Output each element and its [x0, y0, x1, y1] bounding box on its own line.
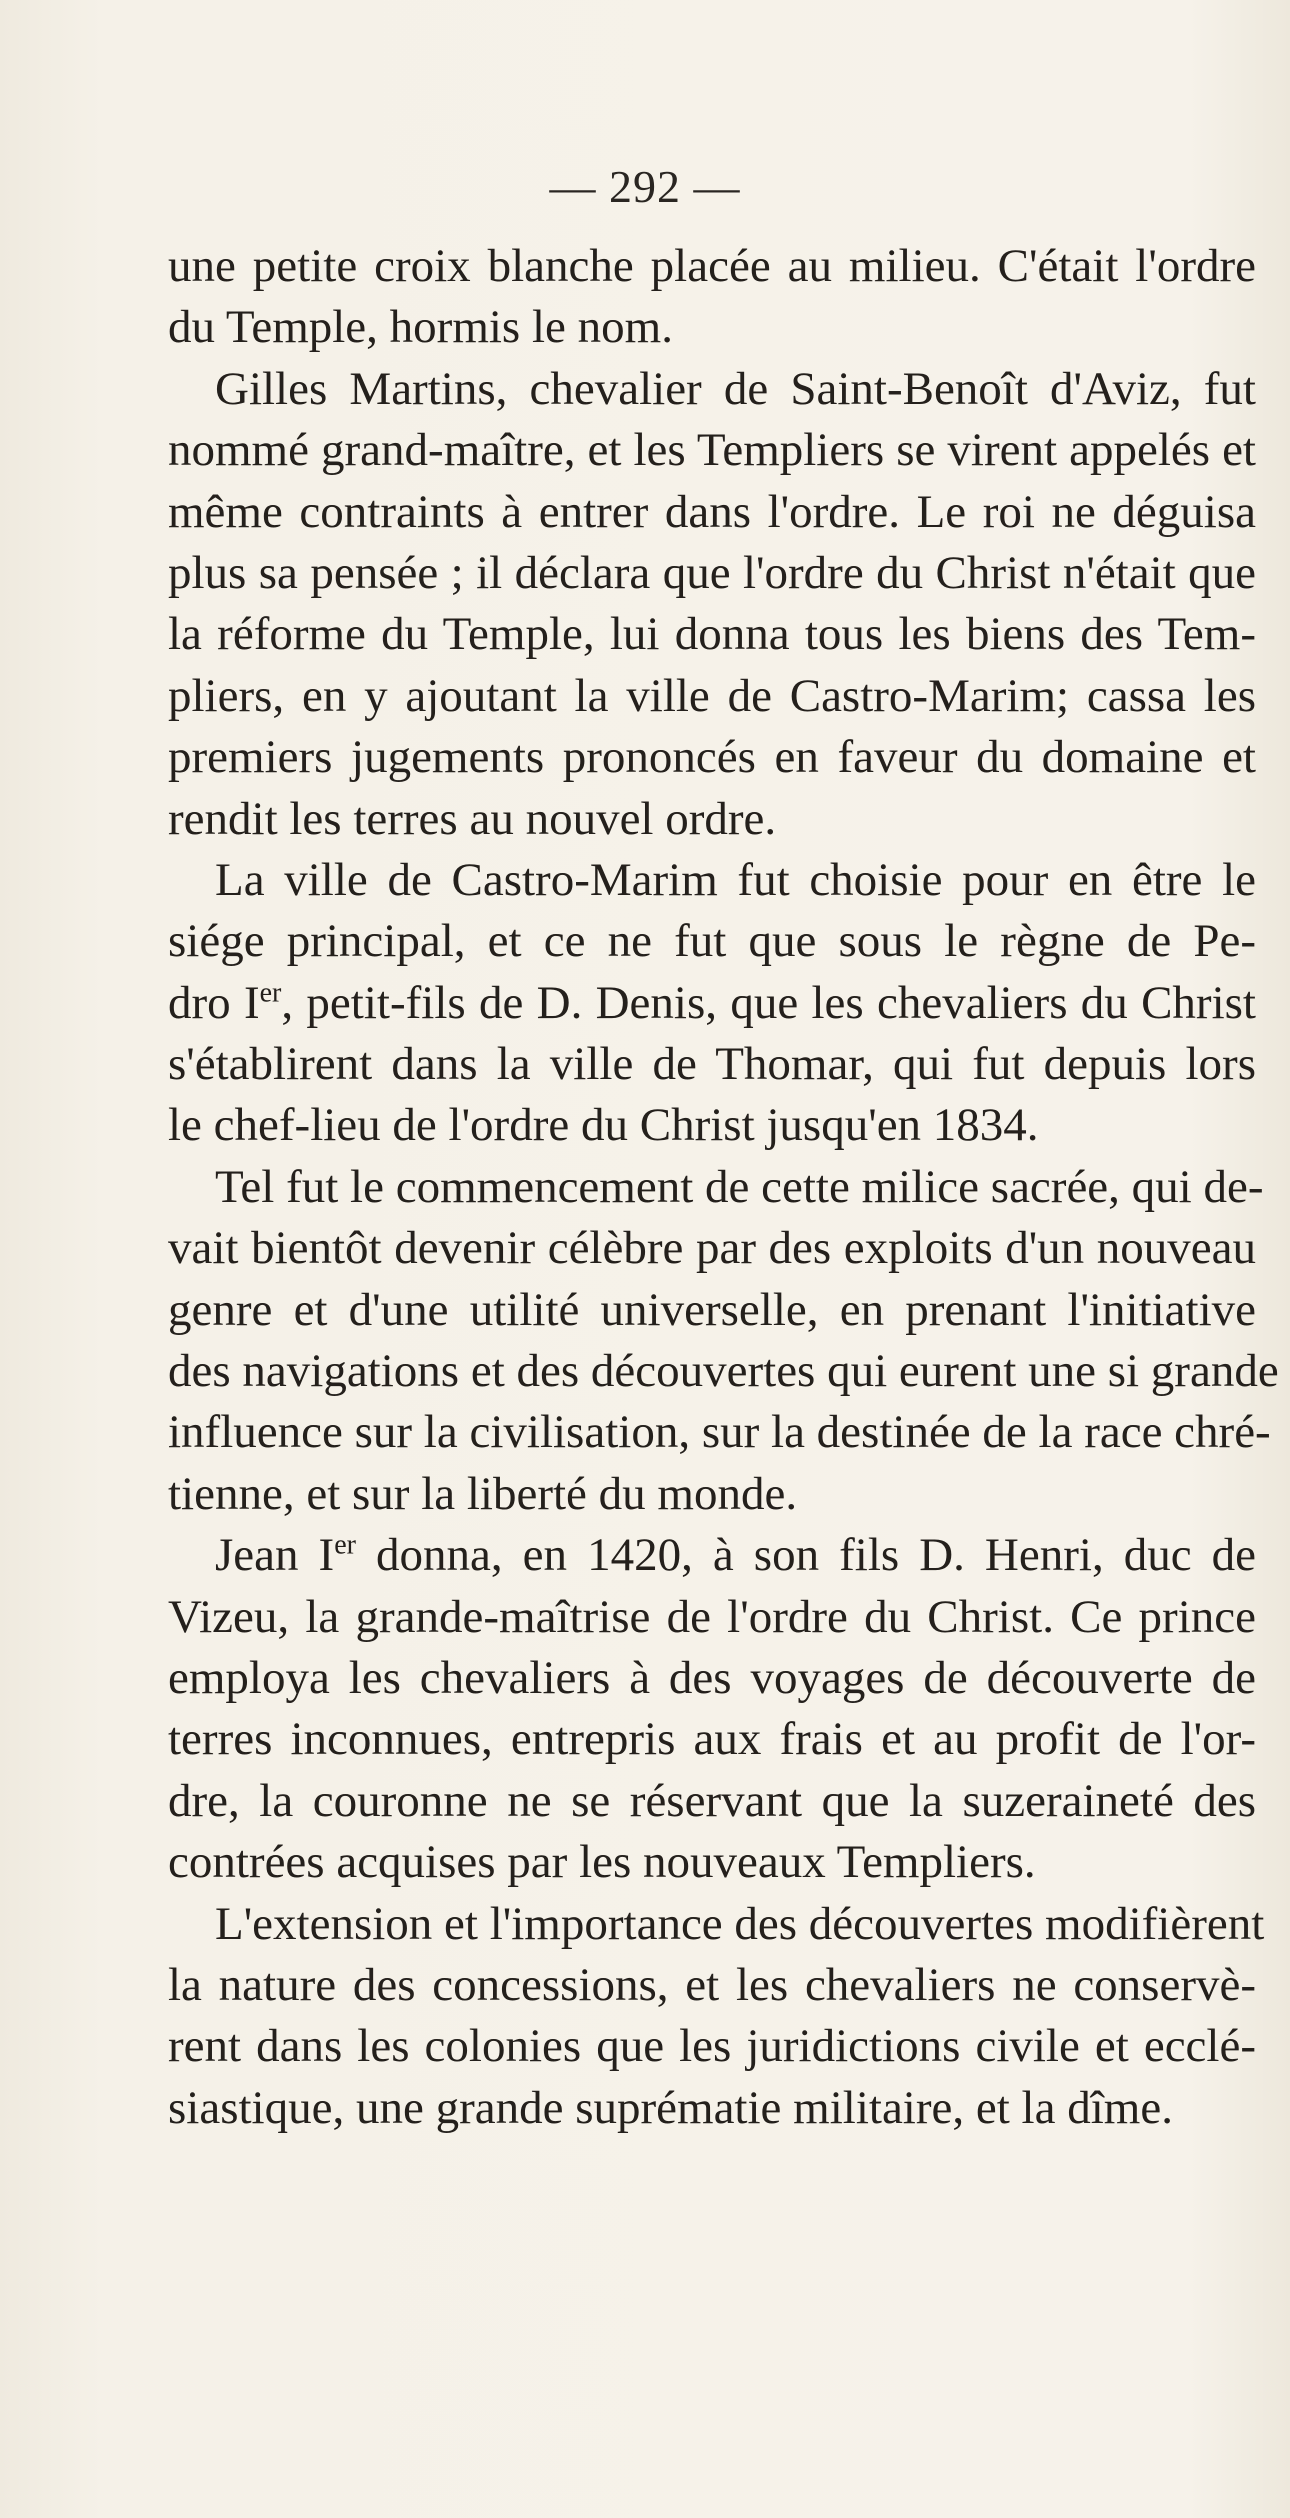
- text-line: nommé grand-maître, et les Templiers se virent appelés et: [168, 424, 1256, 477]
- text-line: Gilles Martins, chevalier de Saint-Benoît d'Aviz, fut: [215, 362, 1256, 415]
- text-line: tienne, et sur la liberté du monde.: [168, 1467, 798, 1520]
- text-line: plus sa pensée ; il déclara que l'ordre du Christ n'était que: [168, 546, 1256, 599]
- text-line: la nature des concessions, et les chevaliers ne conservè-: [168, 1958, 1256, 2011]
- text-line: L'extension et l'importance des découvertes modifièrent: [215, 1897, 1265, 1950]
- text-segment: Jean I: [215, 1529, 335, 1582]
- text-line: s'établirent dans la ville de Thomar, qui fut depuis lors: [168, 1038, 1256, 1091]
- text-line: genre et d'une utilité universelle, en prenant l'initiative: [168, 1283, 1256, 1336]
- text-line: La ville de Castro-Marim fut choisie pour en être le: [215, 853, 1256, 906]
- text-line: employa les chevaliers à des voyages de découverte de: [168, 1651, 1256, 1704]
- text-line: siastique, une grande suprématie militaire, et la dîme.: [168, 2081, 1173, 2134]
- body-text: [168, 236, 1279, 2139]
- text-line: Tel fut le commencement de cette milice sacrée, qui de-: [215, 1160, 1264, 1213]
- text-segment: dro I: [168, 976, 260, 1029]
- text-line: contrées acquises par les nouveaux Templiers.: [168, 1836, 1036, 1889]
- text-segment: donna, en 1420, à son fils D. Henri, duc de: [355, 1529, 1257, 1582]
- text-line: dre, la couronne ne se réservant que la suzeraineté des: [168, 1774, 1256, 1827]
- text-segment: , petit-fils de D. Denis, que les chevaliers du Christ: [281, 976, 1256, 1029]
- text-line: pliers, en y ajoutant la ville de Castro-Marim; cassa les: [168, 669, 1256, 722]
- text-line: vait bientôt devenir célèbre par des exploits d'un nouveau: [168, 1222, 1256, 1275]
- text-line: Vizeu, la grande-maîtrise de l'ordre du Christ. Ce prince: [168, 1590, 1256, 1643]
- page-number: — 292 —: [549, 161, 741, 212]
- text-line: une petite croix blanche placée au milieu. C'était l'ordre: [168, 240, 1256, 292]
- superscript: er: [334, 1529, 356, 1561]
- text-line: siége principal, et ce ne fut que sous le règne de Pe-: [168, 915, 1256, 968]
- text-line: rendit les terres au nouvel ordre.: [168, 792, 777, 845]
- text-line: [168, 1525, 1256, 1586]
- text-line: terres inconnues, entrepris aux frais et au profit de l'or-: [168, 1713, 1256, 1766]
- superscript: er: [259, 977, 282, 1009]
- text-line: même contraints à entrer dans l'ordre. Le roi ne déguisa: [168, 485, 1256, 538]
- text-line: premiers jugements prononcés en faveur du domaine et: [168, 731, 1256, 784]
- text-line: rent dans les colonies que les juridictions civile et ecclé-: [168, 2020, 1256, 2073]
- text-line: des navigations et des découvertes qui eurent une si grande: [168, 1345, 1279, 1398]
- text-line: du Temple, hormis le nom.: [168, 301, 673, 354]
- text-line: [168, 973, 1256, 1034]
- text-line: influence sur la civilisation, sur la destinée de la race chré-: [168, 1406, 1271, 1459]
- text-line: le chef-lieu de l'ordre du Christ jusqu'en 1834.: [168, 1099, 1039, 1152]
- text-line: la réforme du Temple, lui donna tous les biens des Tem-: [168, 608, 1256, 661]
